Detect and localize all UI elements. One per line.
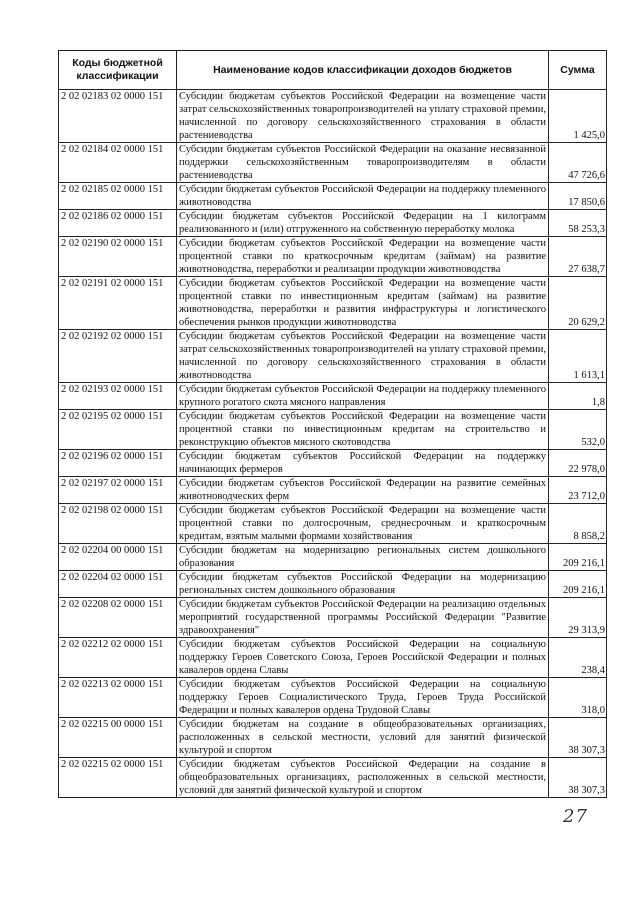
name-cell: Субсидии бюджетам субъектов Российской Федерации на возмещение части затрат сельскохозяйственных товаропроизводителей на уплату страховой премии, начисленной по договору сельскохозяйственного страхования в области растениеводства	[177, 90, 549, 143]
code-cell: 2 02 02204 00 0000 151	[59, 544, 177, 571]
name-cell: Субсидии бюджетам субъектов Российской Федерации на создание в общеобразовательных организациях, расположенных в сельской местности, условий для занятий физической культурой и спортом	[177, 758, 549, 798]
sum-cell: 1 613,1	[549, 330, 607, 383]
table-row	[59, 678, 607, 718]
table-row	[59, 210, 607, 237]
table-row	[59, 410, 607, 450]
code-cell: 2 02 02186 02 0000 151	[59, 210, 177, 237]
code-cell: 2 02 02213 02 0000 151	[59, 678, 177, 718]
table-header-row	[59, 51, 607, 90]
table-row	[59, 504, 607, 544]
table-body	[59, 90, 607, 798]
budget-document	[58, 50, 606, 798]
sum-cell: 238,4	[549, 638, 607, 678]
table-row	[59, 758, 607, 798]
name-cell: Субсидии бюджетам субъектов Российской Федерации на возмещение части затрат сельскохозяйственных товаропроизводителей на уплату страховой премии, начисленной по договору сельскохозяйственного страхования в области животноводства	[177, 330, 549, 383]
name-cell: Субсидии бюджетам субъектов Российской Федерации на поддержку начинающих фермеров	[177, 450, 549, 477]
sum-cell: 17 850,6	[549, 183, 607, 210]
name-cell: Субсидии бюджетам субъектов Российской Федерации на социальную поддержку Героев Советского Союза, Героев Российской Федерации и полных кавалеров ордена Славы	[177, 638, 549, 678]
name-cell: Субсидии бюджетам субъектов Российской Федерации на оказание несвязанной поддержки сельскохозяйственным товаропроизводителям в области растениеводства	[177, 143, 549, 183]
name-cell: Субсидии бюджетам субъектов Российской Федерации на реализацию отдельных мероприятий государственной программы Российской Федерации "Развитие здравоохранения"	[177, 598, 549, 638]
page-number: 27	[563, 806, 588, 827]
code-cell: 2 02 02204 02 0000 151	[59, 571, 177, 598]
name-cell: Субсидии бюджетам субъектов Российской Федерации на возмещение части процентной ставки по краткосрочным кредитам (займам) на развитие животноводства, переработки и реализации продукции животноводства	[177, 237, 549, 277]
name-cell: Субсидии бюджетам субъектов Российской Федерации на возмещение части процентной ставки по инвестиционным кредитам на строительство и реконструкцию объектов мясного скотоводства	[177, 410, 549, 450]
table-row	[59, 383, 607, 410]
table-row	[59, 718, 607, 758]
sum-cell: 47 726,6	[549, 143, 607, 183]
table-row	[59, 90, 607, 143]
table-row	[59, 183, 607, 210]
header-sum: Сумма	[549, 51, 607, 90]
name-cell: Субсидии бюджетам субъектов Российской Федерации на возмещение части процентной ставки по долгосрочным, среднесрочным и краткосрочным кредитам, взятым малыми формами хозяйствования	[177, 504, 549, 544]
name-cell: Субсидии бюджетам субъектов Российской Федерации на поддержку племенного крупного рогатого скота мясного направления	[177, 383, 549, 410]
name-cell: Субсидии бюджетам субъектов Российской Федерации на 1 килограмм реализованного и (или) отгруженного на собственную переработку молока	[177, 210, 549, 237]
sum-cell: 29 313,9	[549, 598, 607, 638]
table-row	[59, 277, 607, 330]
sum-cell: 58 253,3	[549, 210, 607, 237]
code-cell: 2 02 02193 02 0000 151	[59, 383, 177, 410]
sum-cell: 38 307,3	[549, 758, 607, 798]
table-row	[59, 544, 607, 571]
header-code: Коды бюджетной классификации	[59, 51, 177, 90]
table-row	[59, 598, 607, 638]
sum-cell: 209 216,1	[549, 544, 607, 571]
table-row	[59, 237, 607, 277]
table-row	[59, 450, 607, 477]
table-row	[59, 143, 607, 183]
code-cell: 2 02 02192 02 0000 151	[59, 330, 177, 383]
table-row	[59, 571, 607, 598]
sum-cell: 1,8	[549, 383, 607, 410]
code-cell: 2 02 02195 02 0000 151	[59, 410, 177, 450]
sum-cell: 22 978,0	[549, 450, 607, 477]
sum-cell: 38 307,3	[549, 718, 607, 758]
code-cell: 2 02 02191 02 0000 151	[59, 277, 177, 330]
table-row	[59, 477, 607, 504]
table-row	[59, 638, 607, 678]
name-cell: Субсидии бюджетам субъектов Российской Федерации на поддержку племенного животноводства	[177, 183, 549, 210]
name-cell: Субсидии бюджетам субъектов Российской Федерации на модернизацию региональных систем дошкольного образования	[177, 571, 549, 598]
code-cell: 2 02 02197 02 0000 151	[59, 477, 177, 504]
sum-cell: 20 629,2	[549, 277, 607, 330]
sum-cell: 318,0	[549, 678, 607, 718]
code-cell: 2 02 02212 02 0000 151	[59, 638, 177, 678]
code-cell: 2 02 02183 02 0000 151	[59, 90, 177, 143]
name-cell: Субсидии бюджетам субъектов Российской Федерации на социальную поддержку Героев Социалистического Труда, Героев Труда Российской Федерации и полных кавалеров ордена Трудовой Славы	[177, 678, 549, 718]
code-cell: 2 02 02185 02 0000 151	[59, 183, 177, 210]
name-cell: Субсидии бюджетам субъектов Российской Федерации на возмещение части процентной ставки по инвестиционным кредитам (займам) на развитие животноводства, переработки и развития инфраструктуры и логистического обеспечения рынков продукции животноводства	[177, 277, 549, 330]
code-cell: 2 02 02198 02 0000 151	[59, 504, 177, 544]
code-cell: 2 02 02208 02 0000 151	[59, 598, 177, 638]
table-row	[59, 330, 607, 383]
code-cell: 2 02 02196 02 0000 151	[59, 450, 177, 477]
sum-cell: 23 712,0	[549, 477, 607, 504]
sum-cell: 8 858,2	[549, 504, 607, 544]
name-cell: Субсидии бюджетам субъектов Российской Федерации на развитие семейных животноводческих ферм	[177, 477, 549, 504]
code-cell: 2 02 02190 02 0000 151	[59, 237, 177, 277]
sum-cell: 532,0	[549, 410, 607, 450]
name-cell: Субсидии бюджетам на модернизацию региональных систем дошкольного образования	[177, 544, 549, 571]
sum-cell: 27 638,7	[549, 237, 607, 277]
code-cell: 2 02 02215 00 0000 151	[59, 718, 177, 758]
code-cell: 2 02 02184 02 0000 151	[59, 143, 177, 183]
header-name: Наименование кодов классификации доходов бюджетов	[177, 51, 549, 90]
budget-classification-table	[58, 50, 607, 798]
name-cell: Субсидии бюджетам на создание в общеобразовательных организациях, расположенных в сельской местности, условий для занятий физической культурой и спортом	[177, 718, 549, 758]
code-cell: 2 02 02215 02 0000 151	[59, 758, 177, 798]
sum-cell: 209 216,1	[549, 571, 607, 598]
sum-cell: 1 425,0	[549, 90, 607, 143]
